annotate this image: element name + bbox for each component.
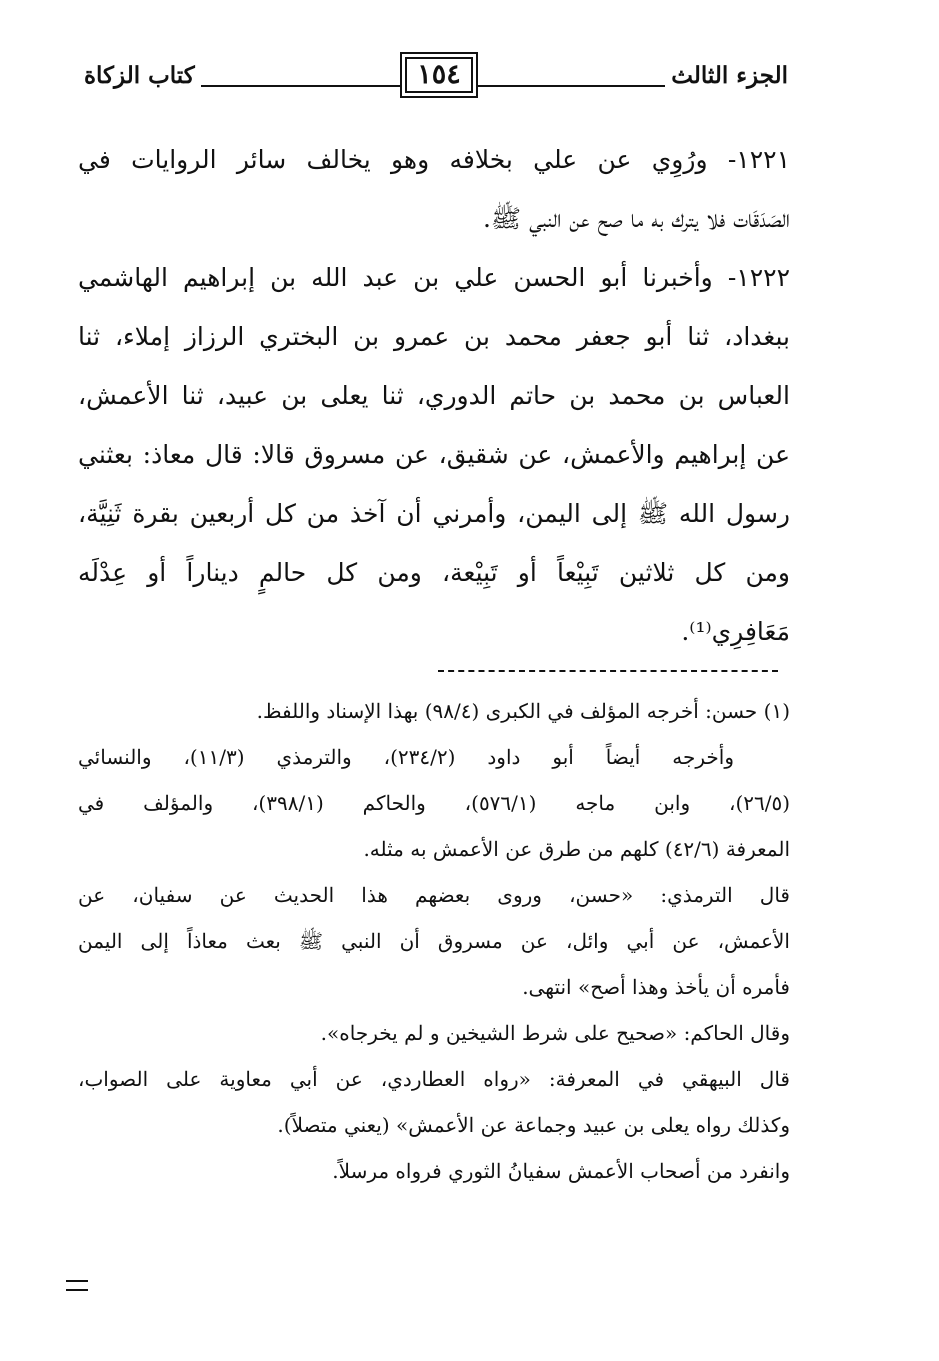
text-line: الصَدَقَات فلا يترك به ما صح عن النبي ﷺ. <box>482 204 790 233</box>
page-number: ١٥٤ <box>400 52 478 98</box>
text-line: مَعَافِرِي⁽¹⁾. <box>681 617 790 646</box>
text-line: ببغداد، ثنا أبو جعفر محمد بن عمرو بن البختري الرزاز إملاء، ثنا <box>78 322 790 351</box>
main-text <box>78 130 790 661</box>
footnote-line: (٢٦/٥)، وابن ماجه (٥٧٦/١)، والحاكم (٣٩٨/١)، والمؤلف في <box>78 791 790 815</box>
text-line: ١٢٢٢- وأخبرنا أبو الحسن علي بن عبد الله بن إبراهيم الهاشمي <box>78 263 790 292</box>
footnote-separator <box>438 670 778 672</box>
footnote-line: قال الترمذي: «حسن، وروى بعضهم هذا الحديث عن سفيان، عن <box>78 883 790 907</box>
footnote-line: فأمره أن يأخذ وهذا أصح» انتهى. <box>522 975 790 999</box>
footnote-line: وقال الحاكم: «صحيح على شرط الشيخين و لم يخرجاه». <box>320 1021 790 1045</box>
footnote-line: (١) حسن: أخرجه المؤلف في الكبرى (٩٨/٤) بهذا الإسناد واللفظ. <box>256 699 790 723</box>
text-line: عن إبراهيم والأعمش، عن شقيق، عن مسروق قالا: قال معاذ: بعثني <box>78 440 790 469</box>
footnote-line: وانفرد من أصحاب الأعمش سفيانُ الثوري فرواه مرسلاً. <box>332 1159 790 1183</box>
footnote-line: الأعمش، عن أبي وائل، عن مسروق أن النبي ﷺ بعث معاذاً إلى اليمن <box>78 929 790 953</box>
text-line: العباس بن محمد بن حاتم الدوري، ثنا يعلى بن عبيد، ثنا الأعمش، <box>78 381 790 410</box>
footnote-line: المعرفة (٤٢/٦) كلهم من طرق عن الأعمش به مثله. <box>363 837 790 861</box>
footnote-line: وأخرجه أيضاً أبو داود (٢٣٤/٢)، والترمذي (١١/٣)، والنسائي <box>78 745 734 769</box>
header-book-title: كتاب الزكاة <box>78 60 201 92</box>
end-of-page-mark <box>66 1280 88 1291</box>
text-line: ومن كل ثلاثين تَبِيْعاً أو تَبِيْعة، ومن كل حالمٍ ديناراً أو عِدْلَه <box>78 558 790 587</box>
text-line: رسول الله ﷺ إلى اليمن، وأمرني أن آخذ من كل أربعين بقرة ثَنِيَّة، <box>78 499 790 528</box>
footnote-line: وكذلك رواه يعلى بن عبيد وجماعة عن الأعمش» (يعني متصلاً). <box>277 1113 790 1137</box>
running-header <box>78 52 794 104</box>
footnotes <box>78 688 790 1194</box>
header-part-title: الجزء الثالث <box>665 60 794 92</box>
text-line: ١٢٢١- ورُوِي عن علي بخلافه وهو يخالف سائر الروايات في <box>78 145 790 174</box>
footnote-line: قال البيهقي في المعرفة: «رواه العطاردي، عن أبي معاوية على الصواب، <box>78 1067 790 1091</box>
